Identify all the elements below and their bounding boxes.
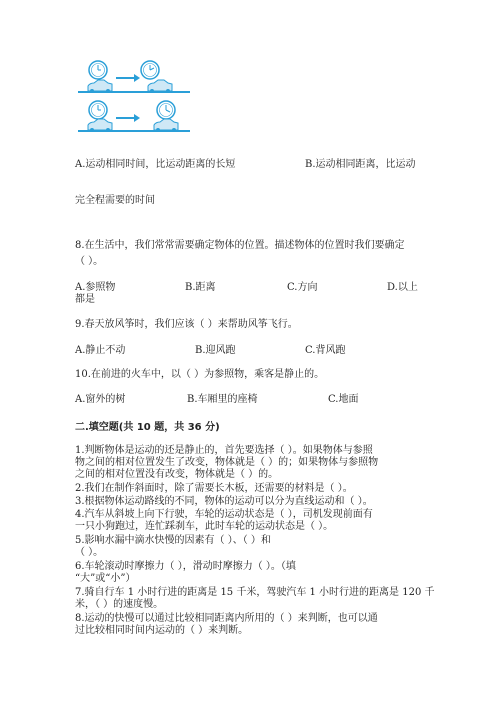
arrow-icon (116, 114, 140, 122)
q7-option-b[interactable]: B.运动相同距离，比运动 (305, 159, 416, 170)
q9-stem: 9.春天放风筝时，我们应该（ ）来帮助风筝飞行。 (75, 319, 298, 330)
clock-icon (157, 101, 175, 119)
fill-line: 3.根据物体运动路线的不同，物体的运动可以分为直线运动和（ ）。 (75, 496, 373, 507)
fill-line: 之间的相对位置没有改变，物体就是（ ）的。 (75, 469, 279, 480)
q10-option-a[interactable]: A.窗外的树 (75, 394, 126, 405)
q9-option-a[interactable]: A.静止不动 (75, 345, 126, 356)
fill-line: 8.运动的快慢可以通过比较相同距离内所用的（ ）来判断，也可以通 (75, 613, 378, 624)
section-title: 二.填空题(共 10 题，共 36 分) (75, 422, 220, 433)
motion-figure (0, 0, 500, 140)
clock-icon (141, 61, 159, 79)
car-icon (88, 80, 112, 93)
fill-line: 5.影响水漏中滴水快慢的因素有（ ）、（ ）和 (75, 535, 271, 546)
q8-option-c[interactable]: C.方向 (287, 282, 318, 293)
car-icon (154, 119, 178, 132)
arrow-icon (116, 74, 140, 82)
car-icon (88, 119, 112, 132)
clock-icon (89, 61, 107, 79)
fill-line: 过比较相同时间内运动的（ ）来判断。 (75, 625, 249, 636)
clock-icon (89, 101, 107, 119)
fill-line: 6.车轮滚动时摩擦力（ ），滑动时摩擦力（ ）。（填 (75, 561, 296, 572)
fill-line: （ ）。 (75, 547, 104, 558)
q7-option-b-cont: 完全程需要的时间 (75, 195, 155, 206)
q7-option-a[interactable]: A.运动相同时间，比运动距离的长短 (75, 159, 236, 170)
fill-line: 2.我们在制作斜面时，除了需要长木板，还需要的材料是（ ）。 (75, 483, 353, 494)
fill-line: 1.判断物体是运动的还是静止的，首先要选择（ ）。如果物体与参照 (75, 445, 373, 456)
q10-option-b[interactable]: B.车厢里的座椅 (187, 394, 258, 405)
fill-line: 一只小狗跑过，连忙踩刹车，此时车轮的运动状态是（ ）。 (75, 521, 334, 532)
fill-line: 7.骑自行车 1 小时行进的距离是 15 千米，驾驶汽车 1 小时行进的距离是 120 千 (75, 587, 435, 598)
q8-option-d-cont: 都是 (75, 294, 95, 305)
q8-stem: 8.在生活中，我们常常需要确定物体的位置。描述物体的位置时我们要确定 (75, 240, 405, 251)
fill-line: 米，（ ）的速度慢。 (75, 599, 164, 610)
fill-line: 4.汽车从斜坡上向下行驶，车轮的运动状态是（ ），司机发现前面有 (75, 509, 373, 520)
car-icon (148, 80, 172, 93)
q9-option-c[interactable]: C.背风跑 (305, 345, 346, 356)
q8-option-d[interactable]: D.以上 (387, 282, 418, 293)
q8-option-a[interactable]: A.参照物 (75, 282, 116, 293)
q9-option-b[interactable]: B.迎风跑 (195, 345, 236, 356)
q10-stem: 10.在前进的火车中，以（ ）为参照物，乘客是静止的。 (75, 369, 325, 380)
q8-stem-blank: （ ）。 (75, 256, 104, 267)
q8-option-b[interactable]: B.距离 (185, 282, 216, 293)
fill-line: 物之间的相对位置发生了改变，物体就是（ ）的；如果物体与参照物 (75, 457, 379, 468)
q10-option-c[interactable]: C.地面 (328, 394, 359, 405)
fill-line: “大”或“小”） (75, 573, 136, 584)
